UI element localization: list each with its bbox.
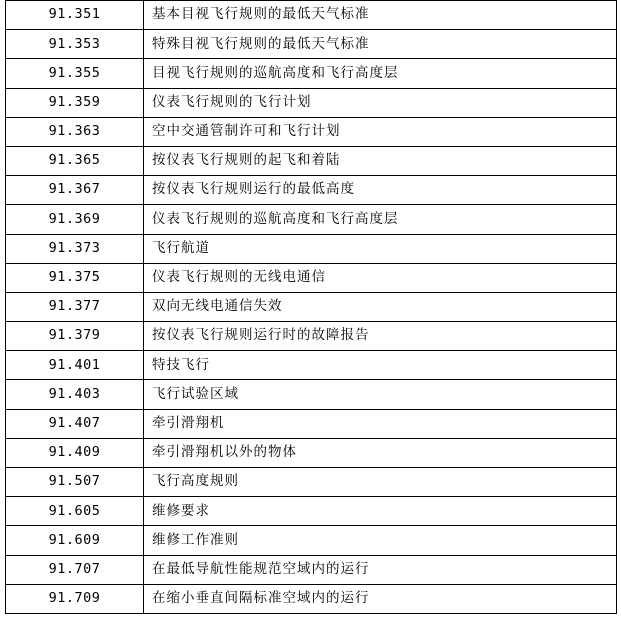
section-title: 飞行试验区域 [144, 380, 617, 409]
regulations-table [5, 0, 617, 614]
section-title: 目视飞行规则的巡航高度和飞行高度层 [144, 59, 617, 88]
table-row [6, 380, 617, 409]
table-row [6, 205, 617, 234]
section-title: 飞行高度规则 [144, 468, 617, 497]
table-row [6, 438, 617, 467]
table-row [6, 176, 617, 205]
section-title: 特技飞行 [144, 351, 617, 380]
section-number: 91.373 [6, 234, 144, 263]
section-title: 空中交通管制许可和飞行计划 [144, 117, 617, 146]
table-row [6, 555, 617, 584]
table-row [6, 351, 617, 380]
section-number: 91.367 [6, 176, 144, 205]
table-row [6, 409, 617, 438]
section-number: 91.407 [6, 409, 144, 438]
section-title: 牵引滑翔机以外的物体 [144, 438, 617, 467]
table-row [6, 59, 617, 88]
section-number: 91.709 [6, 584, 144, 613]
section-number: 91.377 [6, 292, 144, 321]
section-title: 维修要求 [144, 497, 617, 526]
section-number: 91.403 [6, 380, 144, 409]
table-row [6, 526, 617, 555]
section-title: 仪表飞行规则的无线电通信 [144, 263, 617, 292]
section-title: 维修工作准则 [144, 526, 617, 555]
section-number: 91.379 [6, 322, 144, 351]
table-row [6, 30, 617, 59]
section-number: 91.507 [6, 468, 144, 497]
section-number: 91.401 [6, 351, 144, 380]
section-title: 按仪表飞行规则运行的最低高度 [144, 176, 617, 205]
section-number: 91.605 [6, 497, 144, 526]
section-number: 91.353 [6, 30, 144, 59]
section-number: 91.707 [6, 555, 144, 584]
section-number: 91.359 [6, 88, 144, 117]
section-number: 91.355 [6, 59, 144, 88]
table-row [6, 146, 617, 175]
table-row [6, 584, 617, 613]
table-row [6, 1, 617, 30]
section-number: 91.351 [6, 1, 144, 30]
section-title: 按仪表飞行规则的起飞和着陆 [144, 146, 617, 175]
section-title: 仪表飞行规则的巡航高度和飞行高度层 [144, 205, 617, 234]
section-number: 91.369 [6, 205, 144, 234]
section-title: 在缩小垂直间隔标准空域内的运行 [144, 584, 617, 613]
section-title: 仪表飞行规则的飞行计划 [144, 88, 617, 117]
section-title: 双向无线电通信失效 [144, 292, 617, 321]
table-row [6, 88, 617, 117]
regulations-table-body [6, 1, 617, 614]
table-row [6, 263, 617, 292]
section-title: 牵引滑翔机 [144, 409, 617, 438]
section-title: 按仪表飞行规则运行时的故障报告 [144, 322, 617, 351]
section-title: 基本目视飞行规则的最低天气标准 [144, 1, 617, 30]
table-row [6, 497, 617, 526]
table-row [6, 117, 617, 146]
table-row [6, 234, 617, 263]
section-title: 在最低导航性能规范空域内的运行 [144, 555, 617, 584]
section-number: 91.363 [6, 117, 144, 146]
section-title: 飞行航道 [144, 234, 617, 263]
section-number: 91.409 [6, 438, 144, 467]
table-row [6, 468, 617, 497]
section-number: 91.375 [6, 263, 144, 292]
table-row [6, 322, 617, 351]
section-number: 91.609 [6, 526, 144, 555]
table-row [6, 292, 617, 321]
section-title: 特殊目视飞行规则的最低天气标准 [144, 30, 617, 59]
section-number: 91.365 [6, 146, 144, 175]
